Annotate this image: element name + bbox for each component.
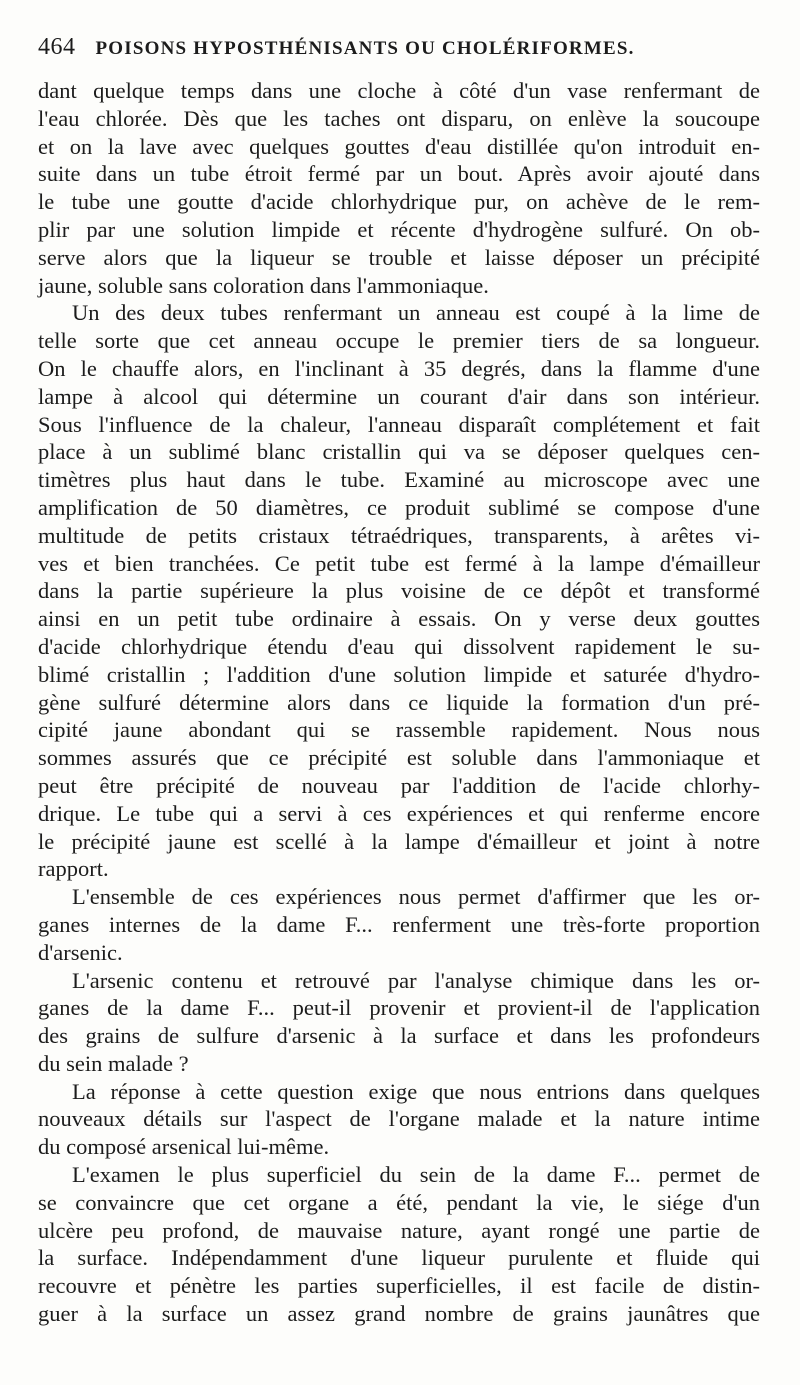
paragraph (38, 1078, 760, 1161)
text-line: drique. Le tube qui a servi à ces expériences et qui renferme encore (38, 800, 760, 826)
text-line: rapport. (38, 856, 109, 882)
text-line: lampe à alcool qui détermine un courant d'air dans son intérieur. (38, 383, 760, 409)
text-line: L'ensemble de ces expériences nous permet d'affirmer que les or- (72, 884, 760, 910)
text-line: dant quelque temps dans une cloche à côté d'un vase renfermant de (38, 78, 760, 103)
text-line: ganes internes de la dame F... renferment une très-forte proportion (38, 911, 760, 937)
text-line: ulcère peu profond, de mauvaise nature, ayant rongé une partie de (38, 1217, 760, 1243)
text-line: place à un sublimé blanc cristallin qui va se déposer quelques cen- (38, 439, 760, 465)
text-line: du sein malade ? (38, 1050, 189, 1076)
text-line: d'acide chlorhydrique étendu d'eau qui dissolvent rapidement le su- (38, 633, 760, 659)
text-line: La réponse à cette question exige que nous entrions dans quelques (72, 1078, 760, 1104)
text-line: cipité jaune abondant qui se rassemble rapidement. Nous nous (38, 717, 760, 743)
text-line: sommes assurés que ce précipité est soluble dans l'ammoniaque et (38, 745, 760, 771)
text-line: guer à la surface un assez grand nombre de grains jaunâtres que (38, 1301, 760, 1327)
text-line: peut être précipité de nouveau par l'addition de l'acide chlorhy- (38, 772, 760, 798)
paragraph (38, 1161, 760, 1328)
paragraph (38, 77, 760, 299)
text-line: timètres plus haut dans le tube. Examiné au microscope avec une (38, 467, 760, 493)
paragraph (38, 883, 760, 966)
text-line: Sous l'influence de la chaleur, l'anneau disparaît complétement et fait (38, 411, 760, 437)
text-line: L'examen le plus superficiel du sein de la dame F... permet de (72, 1162, 760, 1188)
text-line: le précipité jaune est scellé à la lampe d'émailleur et joint à notre (38, 828, 760, 854)
page-number: 464 (38, 34, 76, 60)
text-line: se convaincre que cet organe a été, pendant la vie, le siége d'un (38, 1189, 760, 1215)
running-title: POISONS HYPOSTHÉNISANTS OU CHOLÉRIFORMES. (95, 38, 635, 59)
text-line: jaune, soluble sans coloration dans l'ammoniaque. (38, 272, 489, 298)
text-line: plir par une solution limpide et récente d'hydrogène sulfuré. On ob- (38, 216, 760, 242)
text-line: ganes de la dame F... peut-il provenir et provient-il de l'application (38, 995, 760, 1021)
text-line: On le chauffe alors, en l'inclinant à 35 degrés, dans la flamme d'une (38, 355, 760, 381)
text-line: telle sorte que cet anneau occupe le premier tiers de sa longueur. (38, 328, 760, 354)
paragraph (38, 299, 760, 883)
text-line: L'arsenic contenu et retrouvé par l'analyse chimique dans les or- (72, 967, 760, 993)
text-line: multitude de petits cristaux tétraédriques, transparents, à arêtes vi- (38, 522, 760, 548)
text-line: des grains de sulfure d'arsenic à la surface et dans les profondeurs (38, 1023, 760, 1049)
text-line: Un des deux tubes renfermant un anneau est coupé à la lime de (72, 300, 760, 326)
text-line: d'arsenic. (38, 939, 123, 965)
text-line: ves et bien tranchées. Ce petit tube est fermé à la lampe d'émailleur (38, 550, 760, 576)
text-line: l'eau chlorée. Dès que les taches ont disparu, on enlève la soucoupe (38, 105, 760, 131)
text-line: la surface. Indépendamment d'une liqueur purulente et fluide qui (38, 1245, 760, 1271)
text-line: ainsi en un petit tube ordinaire à essais. On y verse deux gouttes (38, 606, 760, 632)
text-line: suite dans un tube étroit fermé par un bout. Après avoir ajouté dans (38, 161, 760, 187)
page-header (38, 34, 778, 68)
text-line: amplification de 50 diamètres, ce produit sublimé se compose d'une (38, 494, 760, 520)
text-line: et on la lave avec quelques gouttes d'eau distillée qu'on introduit en- (38, 133, 760, 159)
text-line: dans la partie supérieure la plus voisine de ce dépôt et transformé (38, 578, 760, 604)
text-line: le tube une goutte d'acide chlorhydrique pur, on achève de le rem- (38, 189, 760, 215)
text-line: blimé cristallin ; l'addition d'une solution limpide et saturée d'hydro- (38, 661, 760, 687)
body-text (38, 77, 760, 1328)
text-line: nouveaux détails sur l'aspect de l'organe malade et la nature intime (38, 1106, 760, 1132)
text-line: du composé arsenical lui-même. (38, 1134, 330, 1160)
paragraph (38, 967, 760, 1078)
text-line: serve alors que la liqueur se trouble et laisse déposer un précipité (38, 244, 760, 270)
text-line: gène sulfuré détermine alors dans ce liquide la formation d'un pré- (38, 689, 760, 715)
text-line: recouvre et pénètre les parties superficielles, il est facile de distin- (38, 1273, 760, 1299)
